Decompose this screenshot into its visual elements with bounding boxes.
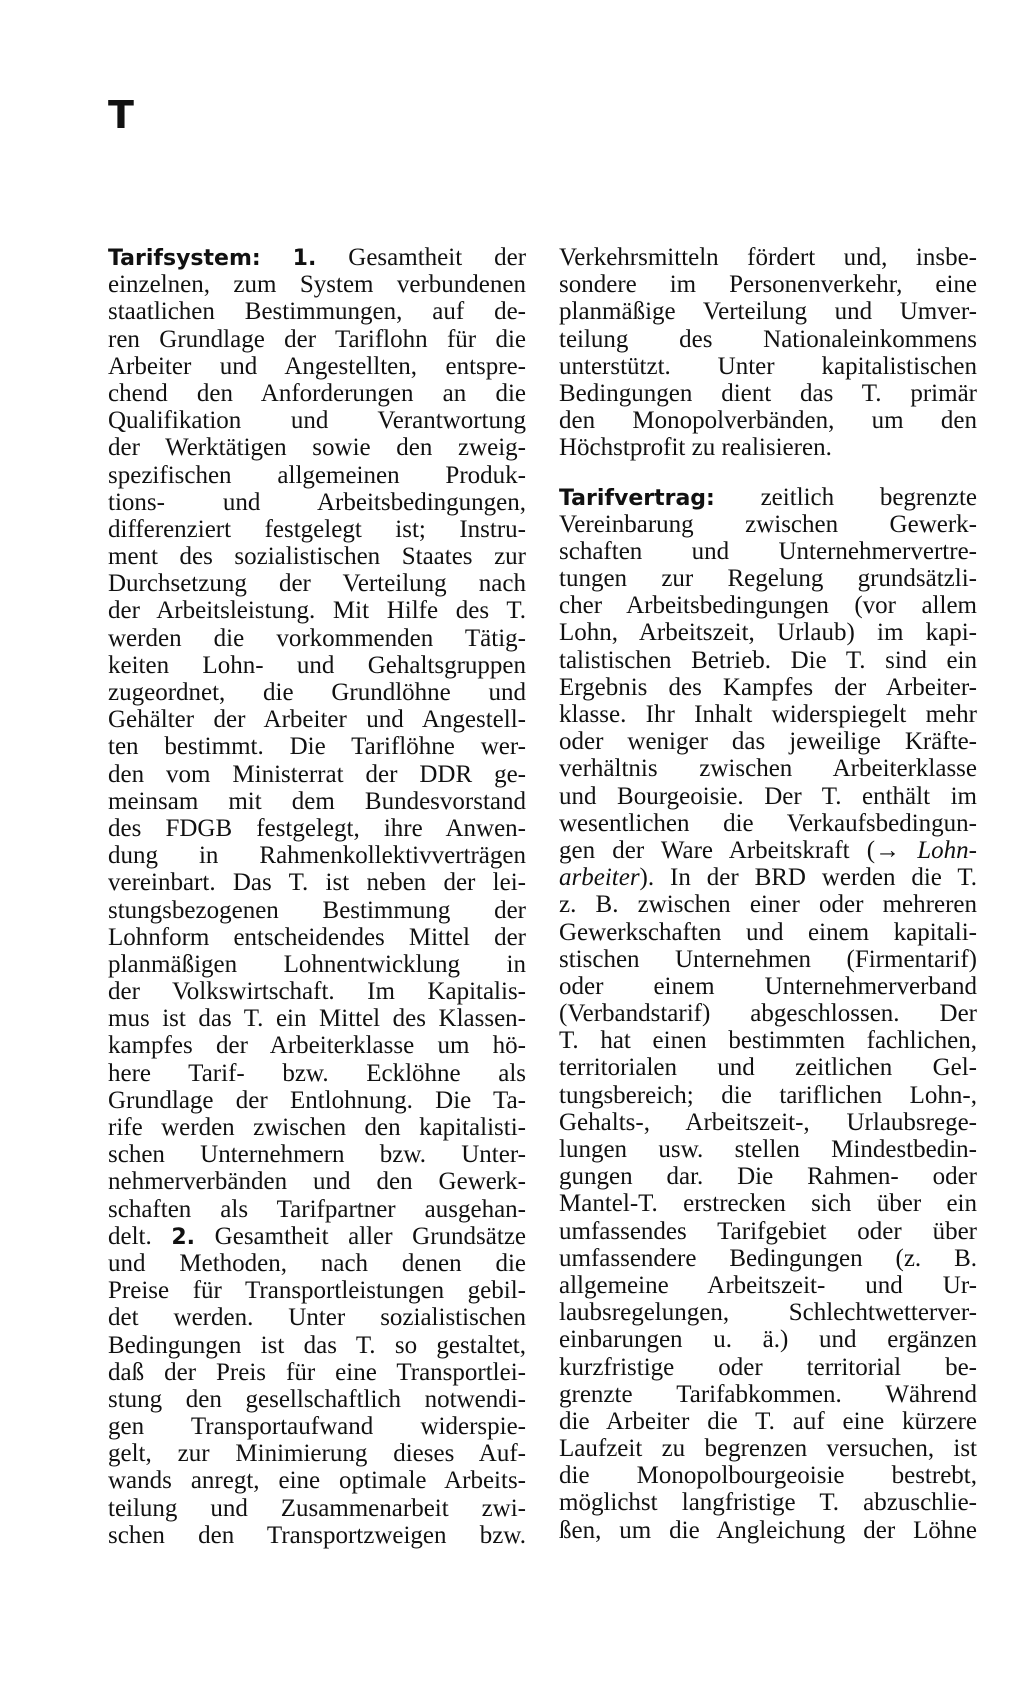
text-line: spezifischen allgemeinen Produk-: [108, 461, 526, 489]
text-line: der Arbeitsleistung. Mit Hilfe des T.: [108, 597, 526, 625]
text-line: stischen Unternehmen (Firmentarif): [559, 945, 977, 973]
text-line: zugeordnet, die Grundlöhne und: [108, 679, 526, 706]
text-line: rife werden zwischen den kapitalisti-: [108, 1114, 526, 1141]
text-line: cher Arbeitsbedingungen (vor allem: [559, 592, 977, 620]
text-line: einzelnen, zum System verbundenen: [108, 271, 526, 299]
cross-reference-link[interactable]: Lohn-: [917, 836, 977, 864]
text-line: z. B. zwischen einer oder mehreren: [559, 891, 977, 919]
text-line: grenzte Tarifabkommen. Während: [559, 1380, 977, 1408]
text-line: der Volkswirtschaft. Im Kapitalis-: [108, 978, 526, 1006]
text-line: und Bourgeoisie. Der T. enthält im: [559, 782, 977, 810]
text-line: oder einem Unternehmerverband: [559, 972, 977, 1000]
text-line: allgemeine Arbeitszeit- und Ur-: [559, 1271, 977, 1299]
text-line: daß der Preis für eine Transportlei-: [108, 1358, 526, 1386]
text-line: here Tarif- bzw. Ecklöhne als: [108, 1059, 526, 1087]
text-line: Qualifikation und Verantwortung: [108, 407, 526, 435]
text-line: [108, 244, 526, 271]
text-fragment: delt.: [108, 1222, 152, 1250]
text-line: T. hat einen bestimmten fachlichen,: [559, 1027, 977, 1055]
text-line: tungsbereich; die tariflichen Lohn-,: [559, 1081, 977, 1109]
text-line: gen Transportaufwand widerspie-: [108, 1413, 526, 1441]
headword-tarifsystem: Tarifsystem:: [108, 246, 261, 271]
text-line: werden die vorkommenden Tätig-: [108, 624, 526, 652]
text-line: wands anregt, eine optimale Arbeits-: [108, 1467, 526, 1495]
text-line: umfassendere Bedingungen (z. B.: [559, 1244, 977, 1272]
text-fragment: Gesamtheit der: [348, 244, 527, 271]
text-line: det werden. Unter sozialistischen: [108, 1304, 526, 1332]
text-line: die Arbeiter die T. auf eine kürzere: [559, 1407, 977, 1435]
text-line: stung den gesellschaftlich notwendi-: [108, 1385, 526, 1413]
text-line: sondere im Personenverkehr, eine: [559, 271, 977, 299]
text-line: Gehalts-, Arbeitszeit-, Urlaubsrege-: [559, 1108, 977, 1136]
text-line: Verkehrsmitteln fördert und, insbe-: [559, 244, 977, 271]
text-line: einbarungen u. ä.) und ergänzen: [559, 1326, 977, 1354]
text-line: territorialen und zeitlichen Gel-: [559, 1054, 977, 1082]
text-line: keiten Lohn- und Gehaltsgruppen: [108, 651, 526, 679]
text-line: [559, 864, 977, 891]
text-line: Mantel-T. erstrecken sich über ein: [559, 1190, 977, 1218]
text-line: teilung des Nationaleinkommens: [559, 325, 977, 353]
text-line: wesentlichen die Verkaufsbedingun-: [559, 809, 977, 837]
text-line: Preise für Transportleistungen gebil-: [108, 1277, 526, 1305]
text-line: staatlichen Bestimmungen, auf de-: [108, 298, 526, 326]
text-line: ren Grundlage der Tariflohn für die: [108, 325, 526, 353]
text-line: oder weniger das jeweilige Kräfte-: [559, 728, 977, 756]
text-line: gungen dar. Die Rahmen- oder: [559, 1163, 977, 1191]
right-column: [559, 244, 977, 1544]
sense-number-2: 2.: [171, 1224, 196, 1250]
text-line: Gehälter der Arbeiter und Angestell-: [108, 706, 526, 734]
text-line: stungsbezogenen Bestimmung der: [108, 896, 526, 924]
text-line: meinsam mit dem Bundesvorstand: [108, 787, 526, 815]
text-fragment: ). In der BRD werden die T.: [639, 864, 977, 892]
text-line: differenziert festgelegt ist; Instru-: [108, 515, 526, 543]
text-line: der Werktätigen sowie den zweig-: [108, 434, 526, 462]
text-line: schen Unternehmern bzw. Unter-: [108, 1141, 526, 1169]
sense-number-1: 1.: [292, 246, 317, 271]
text-line: tions- und Arbeitsbedingungen,: [108, 488, 526, 516]
text-line: Ergebnis des Kampfes der Arbeiter-: [559, 673, 977, 701]
text-line: Bedingungen ist das T. so gestaltet,: [108, 1331, 526, 1359]
text-line: chend den Anforderungen an die: [108, 379, 526, 407]
text-line: möglichst langfristige T. abzuschlie-: [559, 1489, 977, 1517]
text-line: kurzfristige oder territorial be-: [559, 1353, 977, 1381]
text-line: nehmerverbänden und den Gewerk-: [108, 1168, 526, 1196]
text-line: schen den Transportzweigen bzw.: [108, 1521, 526, 1549]
text-line: [559, 484, 977, 511]
text-line: Grundlage der Entlohnung. Die Ta-: [108, 1086, 526, 1114]
left-column: [108, 244, 526, 1549]
text-line: Gewerkschaften und einem kapitali-: [559, 918, 977, 946]
text-line: teilung und Zusammenarbeit zwi-: [108, 1494, 526, 1522]
text-line: ßen, um die Angleichung der Löhne: [559, 1516, 977, 1544]
text-line: talistischen Betrieb. Die T. sind ein: [559, 646, 977, 674]
text-line: Lohnform entscheidendes Mittel der: [108, 923, 526, 951]
text-line: ment des sozialistischen Staates zur: [108, 543, 526, 571]
text-line: und Methoden, nach denen die: [108, 1249, 526, 1277]
headword-tarifvertrag: Tarifvertrag:: [559, 485, 715, 511]
text-line: lungen usw. stellen Mindestbedin-: [559, 1136, 977, 1163]
text-line: tungen zur Regelung grundsätzli-: [559, 565, 977, 593]
text-line: ten bestimmt. Die Tariflöhne wer-: [108, 733, 526, 761]
text-line: Bedingungen dient das T. primär: [559, 379, 977, 407]
text-line: verhältnis zwischen Arbeiterklasse: [559, 755, 977, 783]
text-line: mus ist das T. ein Mittel des Klassen-: [108, 1005, 526, 1033]
cross-reference-link[interactable]: arbeiter: [559, 864, 640, 892]
text-line: [559, 837, 977, 864]
text-line: den Monopolverbänden, um den: [559, 407, 977, 435]
text-fragment: Gesamtheit aller Grundsätze: [214, 1222, 527, 1250]
text-line: Vereinbarung zwischen Gewerk-: [559, 510, 977, 538]
text-line: Höchstprofit zu realisieren.: [559, 434, 832, 462]
entry-separator: [559, 462, 977, 484]
text-fragment: zeitlich begrenzte: [760, 483, 977, 511]
text-line: schaften und Unternehmervertre-: [559, 537, 977, 565]
text-line: dung in Rahmenkollektivverträgen: [108, 842, 526, 870]
text-line: unterstützt. Unter kapitalistischen: [559, 352, 977, 380]
text-line: klasse. Ihr Inhalt widerspiegelt mehr: [559, 701, 977, 728]
text-line: den vom Ministerrat der DDR ge-: [108, 760, 526, 788]
text-line: Laufzeit zu begrenzen versuchen, ist: [559, 1435, 977, 1463]
text-line: Arbeiter und Angestellten, entspre-: [108, 352, 526, 380]
text-line: die Monopolbourgeoisie bestrebt,: [559, 1462, 977, 1490]
text-line: laubsregelungen, Schlechtwetterver-: [559, 1299, 977, 1327]
text-line: Durchsetzung der Verteilung nach: [108, 570, 526, 598]
text-line: gelt, zur Minimierung dieses Auf-: [108, 1440, 526, 1468]
text-fragment: gen der Ware Arbeitskraft (→: [559, 836, 901, 864]
text-line: des FDGB festgelegt, ihre Anwen-: [108, 814, 526, 842]
text-line: [108, 1223, 526, 1250]
text-line: kampfes der Arbeiterklasse um hö-: [108, 1032, 526, 1060]
section-letter: T: [108, 93, 134, 137]
text-line: Lohn, Arbeitszeit, Urlaub) im kapi-: [559, 619, 977, 647]
text-line: (Verbandstarif) abgeschlossen. Der: [559, 1000, 977, 1028]
text-line: planmäßige Verteilung und Umver-: [559, 298, 977, 326]
text-line: vereinbart. Das T. ist neben der lei-: [108, 869, 526, 897]
text-line: planmäßigen Lohnentwicklung in: [108, 950, 526, 978]
text-line: umfassendes Tarifgebiet oder über: [559, 1217, 977, 1245]
text-line: schaften als Tarifpartner ausgehan-: [108, 1195, 526, 1223]
